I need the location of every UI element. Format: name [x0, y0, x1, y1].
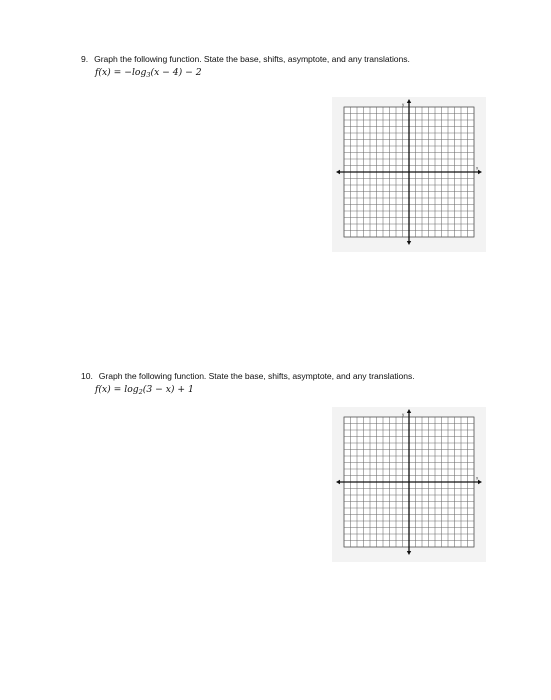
- problem-instruction: Graph the following function. State the base, shifts, asymptote, and any translations.: [94, 54, 410, 64]
- problem-number: 10.: [81, 371, 93, 381]
- problem-number: 9.: [81, 54, 89, 64]
- x-axis-right-arrow-icon: [478, 170, 482, 174]
- y-axis-down-arrow-icon: [407, 551, 411, 555]
- formula-rhs: (x − 4) − 2: [150, 67, 202, 78]
- grid-graphic: [332, 407, 486, 562]
- y-axis-up-arrow-icon: [407, 409, 411, 413]
- coordinate-grid[interactable]: [332, 97, 486, 252]
- coordinate-grid[interactable]: [332, 407, 486, 562]
- formula-lhs: f(x) = log: [95, 384, 139, 395]
- problem-prompt: [81, 54, 410, 64]
- function-formula: [95, 67, 202, 79]
- y-axis-down-arrow-icon: [407, 241, 411, 245]
- formula-lhs: f(x) = −log: [95, 67, 147, 78]
- x-axis-left-arrow-icon: [336, 480, 340, 484]
- x-axis-label: x: [476, 475, 479, 481]
- log-base: 3: [146, 71, 151, 79]
- x-axis-label: x: [476, 165, 479, 171]
- x-axis-left-arrow-icon: [336, 170, 340, 174]
- y-axis-label: y: [402, 102, 405, 107]
- problem-instruction: Graph the following function. State the base, shifts, asymptote, and any translations.: [98, 371, 415, 381]
- function-formula: [95, 384, 194, 396]
- y-axis-up-arrow-icon: [407, 99, 411, 103]
- y-axis-label: y: [402, 412, 405, 417]
- x-axis-right-arrow-icon: [478, 480, 482, 484]
- grid-graphic: [332, 97, 486, 252]
- formula-rhs: (3 − x) + 1: [142, 384, 194, 395]
- problem-prompt: [81, 371, 415, 381]
- log-base: 2: [138, 388, 143, 396]
